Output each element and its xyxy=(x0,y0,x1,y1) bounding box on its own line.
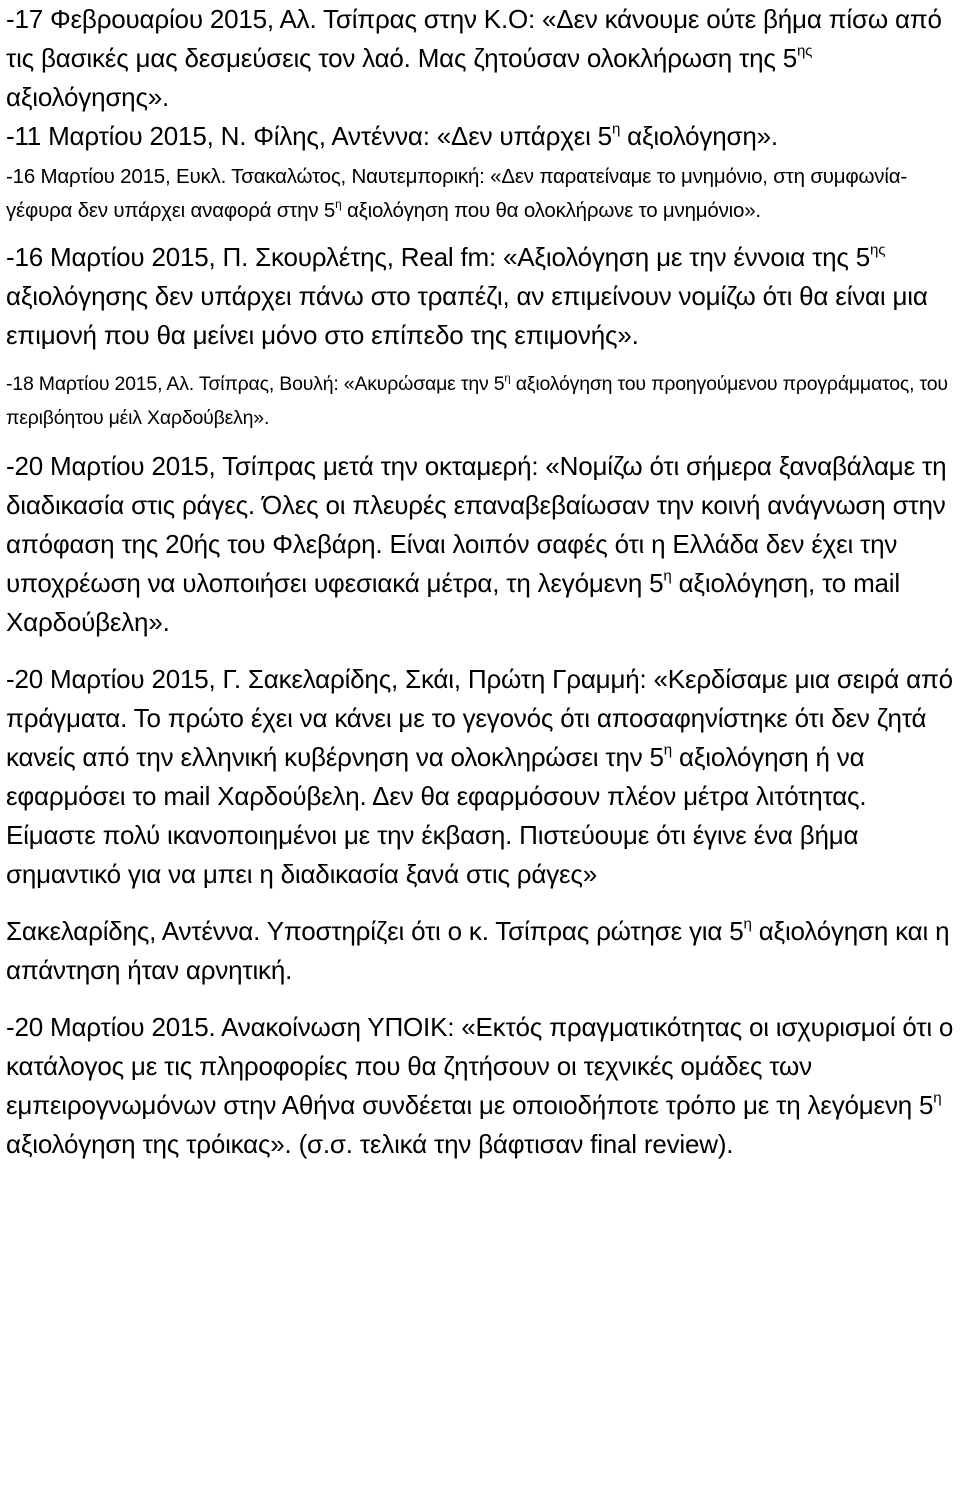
text-run: -20 Μαρτίου 2015, Τσίπρας μετά την οκταμερή: «Νομίζω ότι σήμερα ξαναβάλαμε τη διαδικασία στις ράγες. Όλες οι πλευρές επαναβεβαίωσαν την κοινή ανάγνωση στην απόφαση της 20ής του Φλεβάρη. Είναι λοιπόν σαφές ότι η Ελλάδα δεν έχει την υποχρέωση να υλοποιήσει υφεσιακά μέτρα, τη λεγόμενη 5 xyxy=(6,451,947,598)
ordinal-superscript: η xyxy=(663,567,672,585)
paragraph-filis-mar11 xyxy=(6,117,956,156)
text-run: -17 Φεβρουαρίου 2015, Αλ. Τσίπρας στην Κ.Ο: «Δεν κάνουμε ούτε βήμα πίσω από τις βασικές μας δεσμεύσεις τον λαό. Μας ζητούσαν ολοκλήρωση της 5 xyxy=(6,4,942,73)
text-run: -18 Μαρτίου 2015, Αλ. Τσίπρας, Βουλή: «Ακυρώσαμε την 5 xyxy=(6,373,505,395)
ordinal-superscript: η xyxy=(504,372,511,385)
paragraph-skourletis-mar16 xyxy=(6,238,956,355)
ordinal-superscript: ης xyxy=(870,241,886,259)
paragraph-tsipras-feb17 xyxy=(6,0,956,117)
text-run: αξιολόγησης δεν υπάρχει πάνω στο τραπέζι, αν επιμείνουν νομίζω ότι θα είναι μια επιμονή που θα μείνει μόνο στο επίπεδο της επιμονής». xyxy=(6,281,928,350)
text-run: -16 Μαρτίου 2015, Ευκλ. Τσακαλώτος, Ναυτεμπορική: «Δεν παρατείναμε το μνημόνιο, στη συμφωνία-γέφυρα δεν υπάρχει αναφορά στην 5 xyxy=(6,165,907,222)
text-run: -11 Μαρτίου 2015, Ν. Φίλης, Αντέννα: «Δεν υπάρχει 5 xyxy=(6,121,612,151)
text-run: -20 Μαρτίου 2015. Ανακοίνωση ΥΠΟΙΚ: «Εκτός πραγματικότητας οι ισχυρισμοί ότι ο κατάλογος με τις πληροφορίες που θα ζητήσουν οι τεχνικές ομάδες των εμπειρογνωμόνων στην Αθήνα συνδέεται με οποιοδήποτε τρόπο με τη λεγόμενη 5 xyxy=(6,1012,954,1120)
ordinal-superscript: η xyxy=(743,915,752,933)
text-run: αξιολόγηση που θα ολοκλήρωνε το μνημόνιο». xyxy=(341,199,761,222)
ordinal-superscript: η xyxy=(335,197,342,212)
text-run: αξιολόγηση, το mail Χαρδούβελη». xyxy=(6,568,900,637)
paragraph-tsipras-mar18 xyxy=(6,367,956,435)
paragraph-sakelaridis-antenna xyxy=(6,912,956,990)
text-run: αξιολόγηση του προηγούμενου προγράμματος, του περιβόητου μέιλ Χαρδούβελη». xyxy=(6,373,948,429)
ordinal-superscript: ης xyxy=(796,42,813,60)
text-run: αξιολόγηση της τρόικας». (σ.σ. τελικά την βάφτισαν final review). xyxy=(6,1129,734,1159)
paragraph-tsipras-mar20 xyxy=(6,447,956,642)
ordinal-superscript: η xyxy=(663,741,672,759)
text-run: Σακελαρίδης, Αντέννα. Υποστηρίζει ότι ο κ. Τσίπρας ρώτησε για 5 xyxy=(6,916,744,946)
paragraph-ypoik-mar20 xyxy=(6,1008,956,1164)
text-run: -20 Μαρτίου 2015, Γ. Σακελαρίδης, Σκάι, Πρώτη Γραμμή: «Κερδίσαμε μια σειρά από πράγματα. Το πρώτο έχει να κάνει με το γεγονός ότι αποσαφηνίστηκε ότι δεν ζητά κανείς από την ελληνική κυβέρνηση να ολοκληρώσει την 5 xyxy=(6,664,953,772)
paragraph-sakelaridis-mar20 xyxy=(6,660,956,894)
text-run: -16 Μαρτίου 2015, Π. Σκουρλέτης, Real fm: «Αξιολόγηση με την έννοια της 5 xyxy=(6,242,871,272)
ordinal-superscript: η xyxy=(611,120,621,138)
ordinal-superscript: η xyxy=(933,1089,942,1107)
text-run: αξιολόγηση ή να εφαρμόσει το mail Χαρδούβελη. Δεν θα εφαρμόσουν πλέον μέτρα λιτότητας. Είμαστε πολύ ικανοποιημένοι με την έκβαση. Πιστεύουμε ότι έγινε ένα βήμα σημαντικό για να μπει η διαδικασία ξανά στις ράγες» xyxy=(6,742,867,889)
text-run: αξιολόγηση». xyxy=(620,121,778,151)
text-run: αξιολόγηση και η απάντηση ήταν αρνητική. xyxy=(6,916,950,985)
paragraph-tsakalotos-mar16 xyxy=(6,160,956,228)
text-run: αξιολόγησης». xyxy=(6,82,170,112)
